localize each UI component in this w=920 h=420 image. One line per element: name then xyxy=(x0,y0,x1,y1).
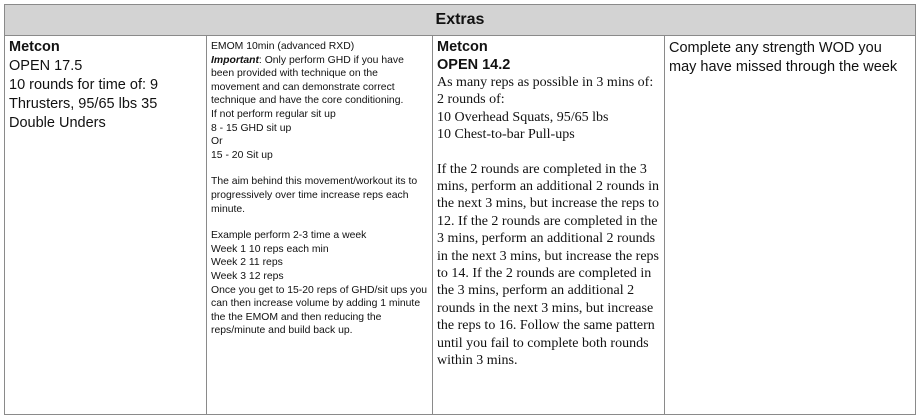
open-14-2-intro: As many reps as possible in 3 mins of: 2 rounds of: xyxy=(437,75,654,108)
emom-line: Week 1 10 reps each min xyxy=(211,243,329,255)
emom-closing: Once you get to 15-20 reps of GHD/sit ups you can then increase volume by adding 1 minute the the EMOM and then reducing the reps/minute and build back up. xyxy=(211,284,428,337)
open-14-2-details: If the 2 rounds are completed in the 3 mins, perform an additional 2 rounds in the next 3 mins, but increase the reps to 12. If the 2 rounds are completed in the 3 mins, perform an additional 2 rounds in the next 3 mins, but increase the reps to 14. If the 2 rounds are completed in the 3 mins, perform an additional 2 rounds in the next 3 mins, but increase the reps to 16. Follow the same pattern until you fail to complete both rounds within 3 mins. xyxy=(437,161,660,369)
cell-strength xyxy=(665,36,915,415)
important-label: Important xyxy=(211,54,259,66)
important-note xyxy=(211,54,428,108)
important-text: : Only perform GHD if you have been provided with technique on the movement and can demonstrate correct technique and have the core conditioning. xyxy=(211,54,404,107)
emom-aim: The aim behind this movement/workout its to progressively over time increase reps each minute. xyxy=(211,176,418,215)
open-14-2-item: 10 Overhead Squats, 95/65 lbs xyxy=(437,109,609,125)
open-17-5-body: 10 rounds for time of: 9 Thrusters, 95/65 lbs 35 Double Unders xyxy=(9,77,159,131)
open-14-2-item: 10 Chest-to-bar Pull-ups xyxy=(437,127,575,143)
open-14-2-title: OPEN 14.2 xyxy=(437,57,511,73)
emom-line: Week 3 12 reps xyxy=(211,270,284,282)
emom-line: Week 2 11 reps xyxy=(211,257,283,269)
emom-line: 15 - 20 Sit up xyxy=(211,149,273,161)
cell-open-14-2 xyxy=(433,36,665,415)
table-row xyxy=(5,36,915,415)
table-header xyxy=(5,5,915,36)
metcon-heading: Metcon xyxy=(437,39,488,55)
metcon-heading: Metcon xyxy=(9,39,60,55)
emom-line: If not perform regular sit up xyxy=(211,108,336,120)
emom-line: Example perform 2-3 time a week xyxy=(211,230,367,242)
cell-emom xyxy=(207,36,433,415)
extras-table xyxy=(4,4,916,415)
open-17-5-title: OPEN 17.5 xyxy=(9,58,83,74)
header-title: Extras xyxy=(435,11,485,28)
emom-line: 8 - 15 GHD sit up xyxy=(211,122,292,134)
strength-note: Complete any strength WOD you may have missed through the week xyxy=(669,40,898,75)
cell-open-17-5 xyxy=(5,36,207,415)
emom-title: EMOM 10min (advanced RXD) xyxy=(211,41,355,52)
emom-line: Or xyxy=(211,136,223,148)
